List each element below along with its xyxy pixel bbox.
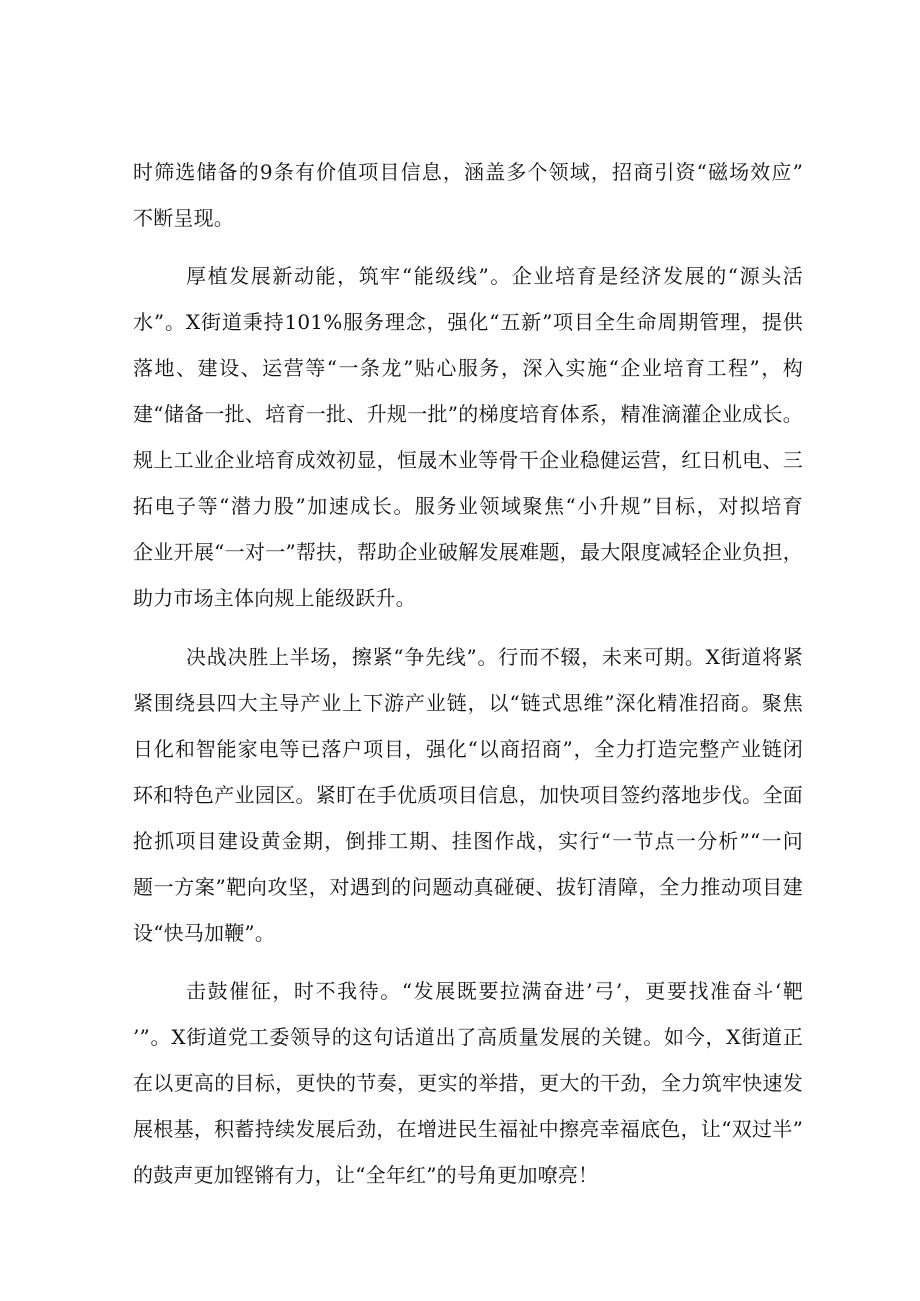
- paragraph-2-line-8: 助力市场主体向规上能级跃升。: [133, 586, 416, 610]
- paragraph-4-line-4: 展根基，积蓄持续发展后劲，在增进民生福祉中擦亮幸福底色，让“双过半”: [133, 1117, 803, 1141]
- paragraph-3-line-2: 紧围绕县四大主导产业上下游产业链，以“链式思维”深化精准招商。聚焦: [133, 691, 803, 715]
- paragraph-3-line-4: 环和特色产业园区。紧盯在手优质项目信息，加快项目签约落地步伐。全面: [133, 783, 803, 807]
- paragraph-1-line-1: 时筛选储备的9条有价值项目信息，涵盖多个领域，招商引资“磁场效应”: [133, 160, 803, 184]
- paragraph-3-line-5: 抢抓项目建设黄金期，倒排工期、挂图作战，实行“一节点一分析”“一问: [133, 829, 803, 853]
- paragraph-4-line-5: 的鼓声更加铿锵有力，让“全年红”的号角更加嘹亮！: [133, 1163, 599, 1187]
- paragraph-4-line-2: ’”。X街道党工委领导的这句话道出了高质量发展的关键。如今，X街道正: [133, 1025, 803, 1049]
- paragraph-2-line-1: 厚植发展新动能，筑牢“能级线”。企业培育是经济发展的“源头活: [186, 264, 803, 288]
- paragraph-4-line-3: 在以更高的目标，更快的节奏，更实的举措，更大的干劲，全力筑牢快速发: [133, 1071, 803, 1095]
- paragraph-2-line-2: 水”。X街道秉持101%服务理念，强化“五新”项目全生命周期管理，提供: [133, 310, 803, 334]
- paragraph-3-line-3: 日化和智能家电等已落户项目，强化“以商招商”，全力打造完整产业链闭: [133, 737, 803, 761]
- paragraph-2-line-4: 建“储备一批、培育一批、升规一批”的梯度培育体系，精准滴灌企业成长。: [133, 402, 803, 426]
- paragraph-2-line-3: 落地、建设、运营等“一条龙”贴心服务，深入实施“企业培育工程”，构: [133, 356, 803, 380]
- paragraph-3-line-1: 决战决胜上半场，擦紧“争先线”。行而不辍，未来可期。X街道将紧: [186, 645, 803, 669]
- paragraph-2-line-5: 规上工业企业培育成效初显，恒晟木业等骨干企业稳健运营，红日机电、三: [133, 448, 803, 472]
- paragraph-2-line-6: 拓电子等“潜力股”加速成长。服务业领域聚焦“小升规”目标，对拟培育: [133, 494, 803, 518]
- paragraph-3-line-6: 题一方案”靶向攻坚，对遇到的问题动真碰硬、拔钉清障，全力推动项目建: [133, 875, 803, 899]
- paragraph-2-line-7: 企业开展“一对一”帮扶，帮助企业破解发展难题，最大限度减轻企业负担，: [133, 540, 803, 564]
- paragraph-3-line-7: 设“快马加鞭”。: [133, 921, 276, 945]
- paragraph-1-line-2: 不断呈现。: [133, 206, 234, 230]
- paragraph-4-line-1: 击鼓催征，时不我待。“发展既要拉满奋进’弓’，更要找准奋斗‘靶: [186, 979, 803, 1003]
